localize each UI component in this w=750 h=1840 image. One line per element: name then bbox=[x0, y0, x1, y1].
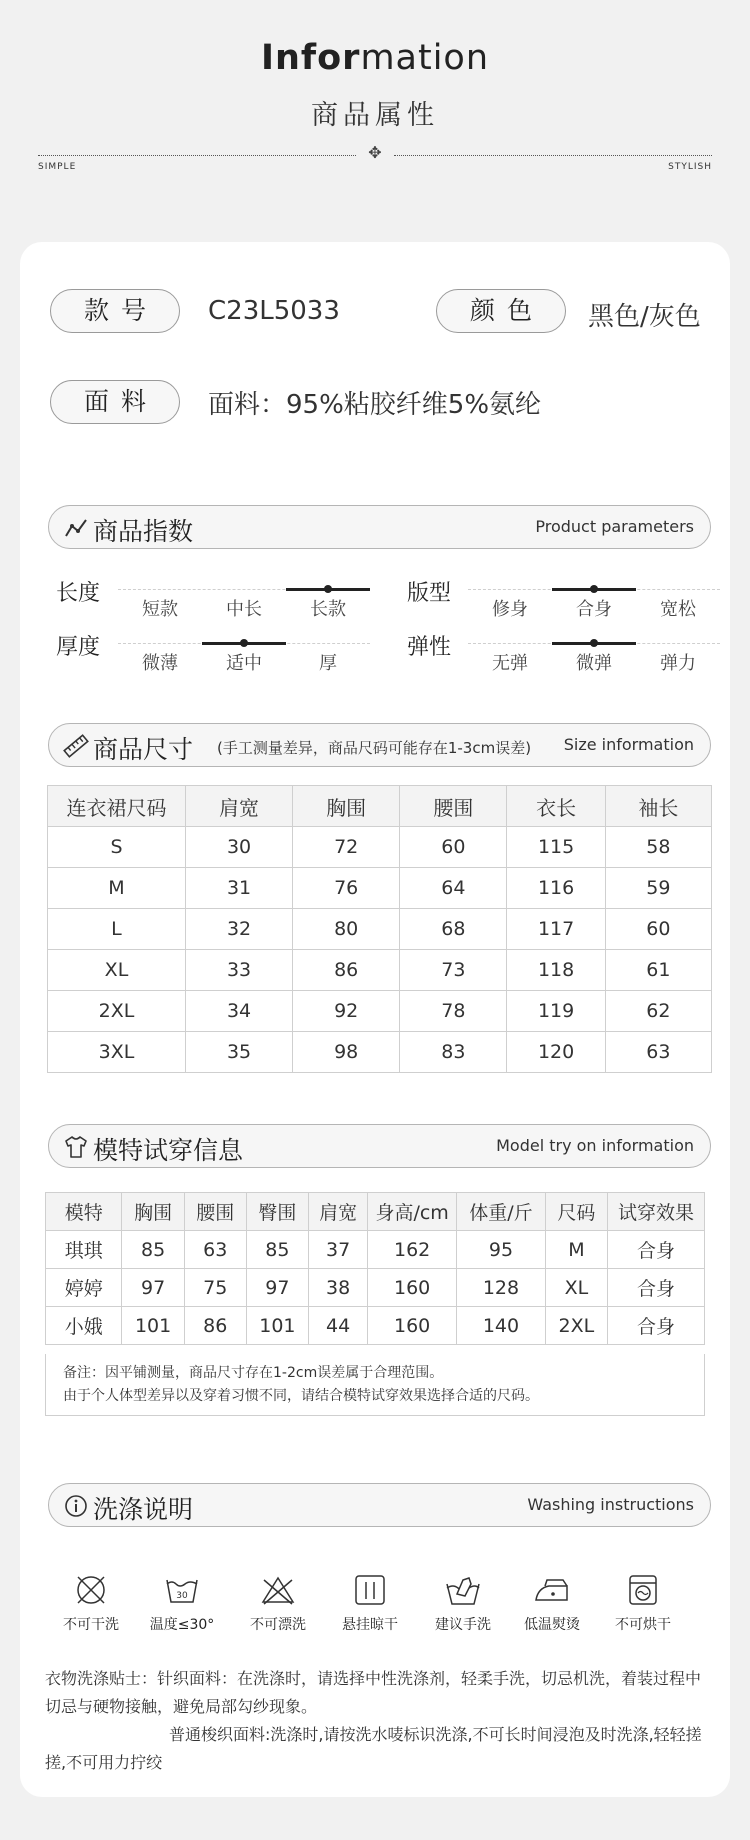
title-light-part: mation bbox=[360, 38, 490, 78]
care-tips-knit: 衣物洗涤贴士：针织面料：在洗涤时，请选择中性洗涤剂，轻柔手洗，切忌机洗，着装过程中切忌与硬物接触，避免局部勾纱现象。 bbox=[45, 1669, 702, 1716]
param-label-fit: 版型 bbox=[407, 581, 452, 606]
param-option: 合身 bbox=[576, 599, 612, 620]
table-header: 衣长 bbox=[507, 786, 605, 827]
table-cell: 38 bbox=[309, 1269, 368, 1307]
param-scale-length bbox=[118, 578, 370, 618]
size-note: (手工测量差异，商品尺码可能存在1-3cm误差) bbox=[217, 739, 532, 757]
no-bleach-icon bbox=[260, 1572, 296, 1608]
table-cell: 2XL bbox=[48, 991, 186, 1032]
table-cell: 97 bbox=[122, 1269, 184, 1307]
table-header: 臀围 bbox=[246, 1193, 308, 1231]
table-header: 肩宽 bbox=[309, 1193, 368, 1231]
table-cell: 35 bbox=[185, 1032, 292, 1073]
table-row bbox=[46, 1269, 705, 1307]
table-cell: 115 bbox=[507, 827, 605, 868]
wash-item-low-iron bbox=[513, 1572, 591, 1634]
care-tips-woven: 普通梭织面料:洗涤时,请按洗水唛标识洗涤,不可长时间浸泡及时洗涤,轻轻搓搓,不可用力拧绞 bbox=[45, 1725, 702, 1772]
table-cell: 78 bbox=[400, 991, 507, 1032]
table-cell: 30 bbox=[185, 827, 292, 868]
divider-right bbox=[394, 155, 712, 156]
wash-label: 不可漂洗 bbox=[250, 1617, 306, 1633]
table-cell: 32 bbox=[185, 909, 292, 950]
param-option: 无弹 bbox=[492, 653, 528, 674]
table-cell: 婷婷 bbox=[46, 1269, 122, 1307]
table-cell: 75 bbox=[184, 1269, 246, 1307]
param-option: 中长 bbox=[226, 599, 262, 620]
table-header: 胸围 bbox=[293, 786, 400, 827]
table-cell: 160 bbox=[368, 1307, 457, 1345]
table-cell: 31 bbox=[185, 868, 292, 909]
param-option: 宽松 bbox=[660, 599, 696, 620]
table-cell: 72 bbox=[293, 827, 400, 868]
table-header: 尺码 bbox=[545, 1193, 607, 1231]
wash-label: 悬挂晾干 bbox=[342, 1617, 398, 1633]
color-label: 颜色 bbox=[436, 289, 566, 333]
table-cell: XL bbox=[48, 950, 186, 991]
model-en-title: Model try on information bbox=[496, 1136, 694, 1155]
table-cell: 95 bbox=[457, 1231, 546, 1269]
table-header: 试穿效果 bbox=[608, 1193, 705, 1231]
table-header: 模特 bbox=[46, 1193, 122, 1231]
fabric-value: 面料：95%粘胶纤维5%氨纶 bbox=[208, 390, 542, 420]
params-header bbox=[48, 505, 711, 549]
note-line-1: 备注：因平铺测量，商品尺寸存在1-2cm误差属于合理范围。 bbox=[63, 1365, 444, 1381]
table-cell: 合身 bbox=[608, 1307, 705, 1345]
table-cell: 80 bbox=[293, 909, 400, 950]
hand-wash-icon bbox=[445, 1572, 481, 1608]
size-title: 商品尺寸 bbox=[93, 735, 194, 764]
ruler-icon bbox=[63, 733, 89, 759]
wash-item-no-dry-clean bbox=[52, 1572, 130, 1634]
no-tumble-dry-icon bbox=[625, 1572, 661, 1608]
table-header: 腰围 bbox=[184, 1193, 246, 1231]
wash-label: 不可烘干 bbox=[615, 1617, 671, 1633]
table-cell: 92 bbox=[293, 991, 400, 1032]
size-en-title: Size information bbox=[563, 735, 694, 754]
param-option: 微薄 bbox=[142, 653, 178, 674]
table-cell: 116 bbox=[507, 868, 605, 909]
table-cell: 98 bbox=[293, 1032, 400, 1073]
table-row bbox=[46, 1231, 705, 1269]
table-cell: 101 bbox=[246, 1307, 308, 1345]
params-en-title: Product parameters bbox=[535, 517, 694, 536]
param-scale-elasticity bbox=[468, 632, 720, 672]
wash-temp-text: 30 bbox=[176, 1591, 188, 1601]
table-header: 身高/cm bbox=[368, 1193, 457, 1231]
table-cell: 120 bbox=[507, 1032, 605, 1073]
table-row bbox=[48, 909, 712, 950]
wash-header bbox=[48, 1483, 711, 1527]
simple-tag: SIMPLE bbox=[38, 162, 77, 172]
table-cell: 68 bbox=[400, 909, 507, 950]
selected-dot bbox=[240, 639, 248, 647]
param-option: 弹力 bbox=[660, 653, 696, 674]
table-cell: 117 bbox=[507, 909, 605, 950]
table-cell: 34 bbox=[185, 991, 292, 1032]
table-row bbox=[48, 991, 712, 1032]
table-cell: M bbox=[545, 1231, 607, 1269]
table-cell: S bbox=[48, 827, 186, 868]
table-cell: 140 bbox=[457, 1307, 546, 1345]
table-cell: 合身 bbox=[608, 1231, 705, 1269]
table-cell: 119 bbox=[507, 991, 605, 1032]
table-cell: 2XL bbox=[545, 1307, 607, 1345]
table-cell: 33 bbox=[185, 950, 292, 991]
table-cell: 162 bbox=[368, 1231, 457, 1269]
table-cell: 60 bbox=[605, 909, 711, 950]
style-no-value: C23L5033 bbox=[208, 296, 340, 326]
tshirt-icon bbox=[63, 1134, 89, 1160]
table-cell: 小娥 bbox=[46, 1307, 122, 1345]
table-header: 体重/斤 bbox=[457, 1193, 546, 1231]
model-header bbox=[48, 1124, 711, 1168]
table-cell: 160 bbox=[368, 1269, 457, 1307]
table-cell: 59 bbox=[605, 868, 711, 909]
size-table bbox=[47, 785, 712, 1073]
wash-label: 不可干洗 bbox=[63, 1617, 119, 1633]
table-cell: 琪琪 bbox=[46, 1231, 122, 1269]
style-no-label: 款号 bbox=[50, 289, 180, 333]
table-cell: 3XL bbox=[48, 1032, 186, 1073]
four-arrows-icon: ✥ bbox=[368, 143, 382, 162]
table-cell: 101 bbox=[122, 1307, 184, 1345]
no-dry-clean-icon bbox=[73, 1572, 109, 1608]
table-header: 连衣裙尺码 bbox=[48, 786, 186, 827]
table-cell: 85 bbox=[246, 1231, 308, 1269]
size-header bbox=[48, 723, 711, 767]
table-cell: 64 bbox=[400, 868, 507, 909]
table-row bbox=[48, 827, 712, 868]
divider-left bbox=[38, 155, 356, 156]
param-option: 长款 bbox=[310, 599, 346, 620]
selected-dot bbox=[324, 585, 332, 593]
wash-item-hang-dry bbox=[331, 1572, 409, 1634]
param-scale-fit bbox=[468, 578, 720, 618]
table-cell: 61 bbox=[605, 950, 711, 991]
page-title bbox=[0, 38, 750, 78]
table-cell: 118 bbox=[507, 950, 605, 991]
table-cell: 62 bbox=[605, 991, 711, 1032]
table-cell: 83 bbox=[400, 1032, 507, 1073]
model-notes bbox=[45, 1354, 705, 1416]
wash-item-temp bbox=[143, 1572, 221, 1634]
selected-dot bbox=[590, 639, 598, 647]
table-cell: 86 bbox=[293, 950, 400, 991]
wash-label: 温度≤30° bbox=[149, 1617, 215, 1633]
info-circle-icon bbox=[63, 1493, 89, 1519]
wash-item-no-tumble-dry bbox=[604, 1572, 682, 1634]
table-row bbox=[48, 950, 712, 991]
table-cell: 37 bbox=[309, 1231, 368, 1269]
table-cell: 76 bbox=[293, 868, 400, 909]
param-label-elasticity: 弹性 bbox=[407, 635, 452, 660]
wash-label: 建议手洗 bbox=[435, 1617, 491, 1633]
table-header: 腰围 bbox=[400, 786, 507, 827]
table-header-row bbox=[46, 1193, 705, 1231]
param-option: 微弹 bbox=[576, 653, 612, 674]
param-option: 修身 bbox=[492, 599, 528, 620]
table-cell: M bbox=[48, 868, 186, 909]
wash-title: 洗涤说明 bbox=[93, 1495, 194, 1524]
wash-item-no-bleach bbox=[239, 1572, 317, 1634]
hang-dry-icon bbox=[352, 1572, 388, 1608]
param-label-thickness: 厚度 bbox=[56, 635, 101, 660]
table-cell: 58 bbox=[605, 827, 711, 868]
table-cell: 128 bbox=[457, 1269, 546, 1307]
table-cell: 44 bbox=[309, 1307, 368, 1345]
table-cell: 63 bbox=[605, 1032, 711, 1073]
wash-30-icon bbox=[164, 1572, 200, 1608]
table-cell: L bbox=[48, 909, 186, 950]
table-cell: XL bbox=[545, 1269, 607, 1307]
table-header-row bbox=[48, 786, 712, 827]
table-row bbox=[48, 868, 712, 909]
wash-item-hand-wash bbox=[424, 1572, 502, 1634]
table-cell: 73 bbox=[400, 950, 507, 991]
selected-dot bbox=[590, 585, 598, 593]
table-cell: 97 bbox=[246, 1269, 308, 1307]
table-header: 胸围 bbox=[122, 1193, 184, 1231]
table-header: 袖长 bbox=[605, 786, 711, 827]
table-cell: 86 bbox=[184, 1307, 246, 1345]
param-option: 厚 bbox=[319, 653, 337, 674]
table-cell: 85 bbox=[122, 1231, 184, 1269]
param-option: 短款 bbox=[142, 599, 178, 620]
table-header: 肩宽 bbox=[185, 786, 292, 827]
note-line-2: 由于个人体型差异以及穿着习惯不同，请结合模特试穿效果选择合适的尺码。 bbox=[63, 1388, 539, 1404]
line-chart-icon bbox=[63, 515, 89, 541]
param-label-length: 长度 bbox=[56, 581, 101, 606]
wash-en-title: Washing instructions bbox=[527, 1495, 694, 1514]
param-option: 适中 bbox=[226, 653, 262, 674]
table-cell: 63 bbox=[184, 1231, 246, 1269]
low-iron-icon bbox=[533, 1572, 571, 1608]
wash-label: 低温熨烫 bbox=[524, 1617, 580, 1633]
table-row bbox=[48, 1032, 712, 1073]
table-cell: 合身 bbox=[608, 1269, 705, 1307]
model-table bbox=[45, 1192, 705, 1345]
stylish-tag: STYLISH bbox=[668, 162, 712, 172]
params-title: 商品指数 bbox=[93, 517, 194, 546]
table-row bbox=[46, 1307, 705, 1345]
fabric-label: 面料 bbox=[50, 380, 180, 424]
title-bold-part: Infor bbox=[260, 38, 361, 78]
model-title: 模特试穿信息 bbox=[93, 1136, 244, 1165]
table-cell: 60 bbox=[400, 827, 507, 868]
page-subtitle: 商品属性 bbox=[311, 100, 439, 131]
color-value: 黑色/灰色 bbox=[588, 302, 701, 332]
param-scale-thickness bbox=[118, 632, 370, 672]
